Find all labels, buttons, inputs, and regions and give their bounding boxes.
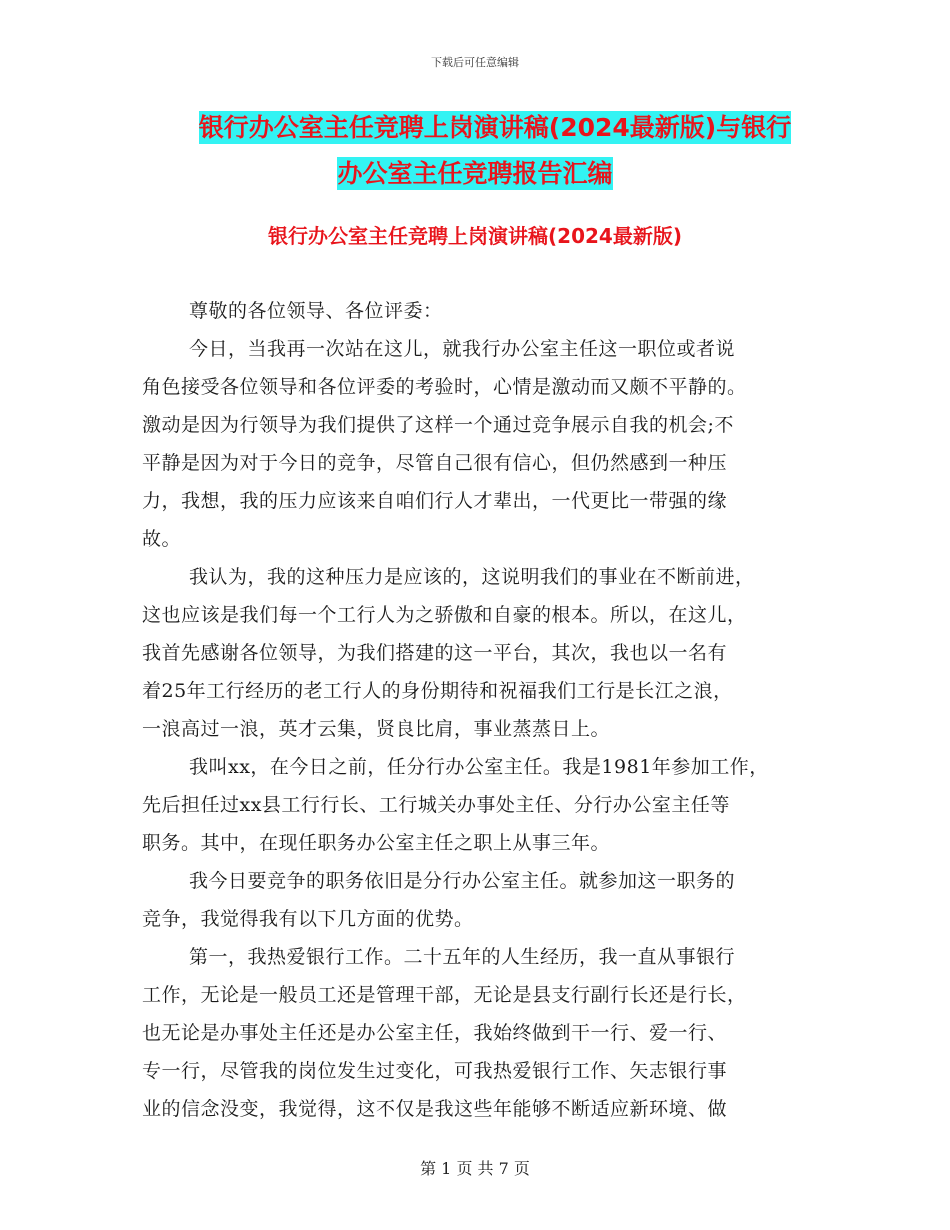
page-footer: 第 1 页 共 7 页 [420, 1159, 530, 1178]
text-line: 着25年工行经历的老工行人的身份期待和祝福我们工行是长江之浪， [142, 680, 733, 702]
text-line: 职务。其中，在现任职务办公室主任之职上从事三年。 [142, 832, 611, 854]
text-line: 先后担任过xx县工行行长、工行城关办事处主任、分行办公室主任等 [142, 794, 730, 816]
text-line: 我今日要竞争的职务依旧是分行办公室主任。就参加这一职务的 [189, 870, 736, 892]
text-line: 尊敬的各位领导、各位评委： [189, 300, 443, 322]
text-line: 一浪高过一浪，英才云集，贤良比肩，事业蒸蒸日上。 [142, 718, 611, 740]
text-line: 也无论是办事处主任还是办公室主任，我始终做到干一行、爱一行、 [142, 1022, 728, 1044]
text-line: 平静是因为对于今日的竞争，尽管自己很有信心，但仍然感到一种压 [142, 452, 728, 474]
text-line: 业的信念没变，我觉得，这不仅是我这些年能够不断适应新环境、做 [142, 1098, 728, 1120]
text-line: 故。 [142, 528, 182, 550]
text-line: 激动是因为行领导为我们提供了这样一个通过竞争展示自我的机会;不 [142, 414, 734, 436]
header-note: 下载后可任意编辑 [431, 56, 519, 69]
main-title-line-1-text: 银行办公室主任竞聘上岗演讲稿(2024最新版)与银行 [198, 113, 792, 142]
text-line: 第一，我热爱银行工作。二十五年的人生经历，我一直从事银行 [189, 946, 736, 968]
text-line: 我首先感谢各位领导，为我们搭建的这一平台，其次，我也以一名有 [142, 642, 728, 664]
text-line: 这也应该是我们每一个工行人为之骄傲和自豪的根本。所以，在这儿， [142, 604, 747, 626]
section-title: 银行办公室主任竞聘上岗演讲稿(2024最新版) [268, 224, 682, 248]
text-line: 角色接受各位领导和各位评委的考验时，心情是激动而又颇不平静的。 [142, 376, 747, 398]
main-title-line-2 [0, 156, 950, 192]
text-line: 工作，无论是一般员工还是管理干部，无论是县支行副行长还是行长， [142, 984, 747, 1006]
text-line: 竞争，我觉得我有以下几方面的优势。 [142, 908, 474, 930]
text-line: 专一行，尽管我的岗位发生过变化，可我热爱银行工作、矢志银行事 [142, 1060, 728, 1082]
main-title-line-2-text: 办公室主任竞聘报告汇编 [337, 159, 613, 188]
main-title-line-1 [20, 110, 950, 146]
text-line: 我认为，我的这种压力是应该的，这说明我们的事业在不断前进， [189, 566, 755, 588]
text-line: 力，我想，我的压力应该来自咱们行人才辈出，一代更比一带强的缘 [142, 490, 728, 512]
text-line: 今日，当我再一次站在这儿，就我行办公室主任这一职位或者说 [189, 338, 736, 360]
text-line: 我叫xx，在今日之前，任分行办公室主任。我是1981年参加工作， [189, 756, 769, 778]
